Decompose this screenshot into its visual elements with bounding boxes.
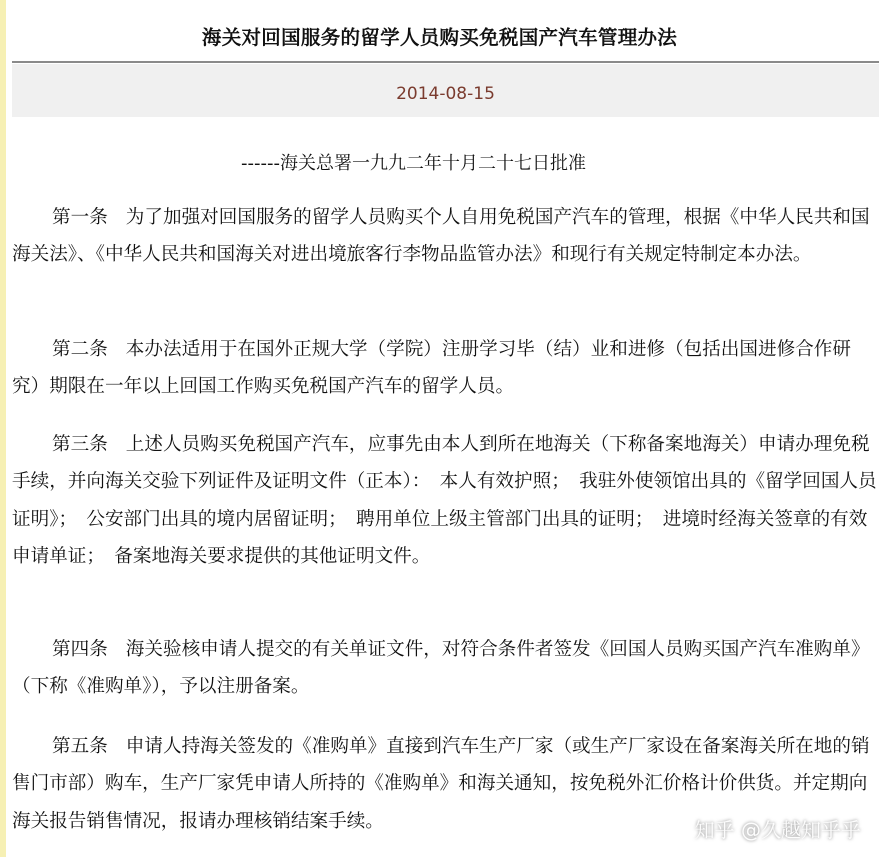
article-3 <box>12 426 878 575</box>
page-title: 海关对回国服务的留学人员购买免税国产汽车管理办法 <box>201 26 678 49</box>
article-text: 为了加强对回国服务的留学人员购买个人自用免税国产汽车的管理，根据《中华人民共和国海关法》、《中华人民共和国海关对进出境旅客行李物品监管办法》和现行有关规定特制定本办法。 <box>12 207 870 266</box>
article-title: 第一条 <box>52 207 108 228</box>
article-title: 第五条 <box>52 736 108 757</box>
title-divider <box>12 61 879 63</box>
article-title: 第二条 <box>52 339 108 360</box>
article-text: 申请人持海关签发的《准购单》直接到汽车生产厂家（或生产厂家设在备案海关所在地的销售门市部）购车，生产厂家凭申请人所持的《准购单》和海关通知，按免税外汇价格计价供货。并定期向海关报告销售情况，报请办理核销结案手续。 <box>12 736 870 832</box>
article-4 <box>12 631 878 706</box>
article-1 <box>12 199 878 274</box>
publish-date: 2014-08-15 <box>396 84 495 104</box>
article-text: 海关验核申请人提交的有关单证文件，对符合条件者签发《回国人员购买国产汽车准购单》（下称《准购单》），予以注册备案。 <box>12 639 870 698</box>
article-2 <box>12 331 878 406</box>
article-text: 本办法适用于在国外正规大学（学院）注册学习毕（结）业和进修（包括出国进修合作研究）期限在一年以上回国工作购买免税国产汽车的留学人员。 <box>12 339 851 398</box>
article-text: 上述人员购买免税国产汽车，应事先由本人到所在地海关（下称备案地海关）申请办理免税手续，并向海关交验下列证件及证明文件（正本）： 本人有效护照； 我驻外使领馆出具的《留学回国人员证明》； 公安部门出具的境内居留证明； 聘用单位上级主管部门出具的证明； 进境时经海关签章的有效申请单证； 备案地海关要求提供的其他证明文件。 <box>12 434 877 567</box>
approval-line: ------海关总署一九九二年十月二十七日批准 <box>241 153 586 174</box>
article-title: 第三条 <box>52 434 108 455</box>
zhihu-watermark: 知乎 @久越知乎乎 <box>694 818 861 842</box>
article-title: 第四条 <box>52 639 108 660</box>
